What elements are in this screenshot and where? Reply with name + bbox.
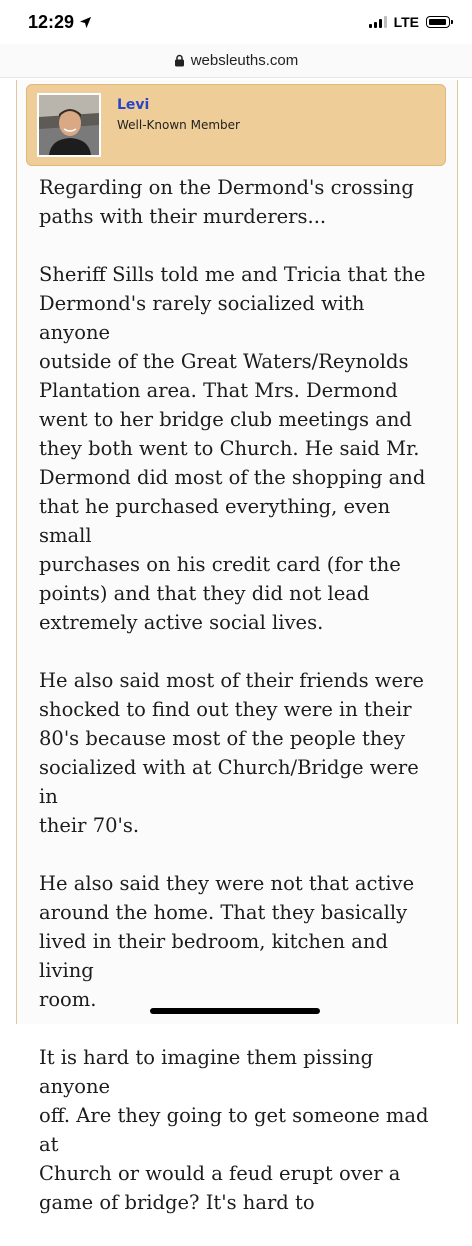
battery-icon (426, 16, 450, 28)
post-paragraph: Regarding on the Dermond's crossing paths with their murderers... (39, 176, 414, 228)
user-avatar[interactable] (37, 93, 101, 157)
home-indicator[interactable] (150, 1008, 320, 1014)
post-author-header (26, 84, 446, 166)
status-time-group (28, 12, 92, 33)
url-text[interactable]: websleuths.com (190, 52, 299, 69)
status-time: 12:29 (28, 11, 75, 32)
author-name-link[interactable]: Levi (117, 97, 150, 113)
post-paragraph: He also said most of their friends were shocked to find out they were in their 80's because most of the people they socialized with at Church/Bridge were in their 70's. (39, 669, 424, 837)
network-type: LTE (393, 14, 419, 30)
user-photo-avatar (39, 95, 99, 155)
post-body (39, 173, 441, 1246)
location-arrow-icon (79, 16, 92, 29)
address-bar[interactable] (0, 44, 472, 78)
author-rank: Well-Known Member (117, 118, 240, 132)
post-paragraph: He also said they were not that active around the home. That they basically lived in their bedroom, kitchen and living room. (39, 872, 415, 1011)
signal-bars-icon (369, 16, 387, 28)
status-icons (369, 14, 450, 30)
lock-icon (174, 54, 185, 67)
post-paragraph: Sheriff Sills told me and Tricia that the Dermond's rarely socialized with anyone outside of the Great Waters/Reynolds Plantation area. That Mrs. Dermond went to her bridge club meetings and they both went to Church. He said Mr. Dermond did most of the shopping and that he purchased everything, even small purchases on his credit card (for the points) and that they did not lead extremely active social lives. (39, 263, 426, 634)
post-paragraph: It is hard to imagine them pissing anyone off. Are they going to get someone mad at Church or would a feud erupt over a game of bridge? It's hard to (39, 1046, 429, 1214)
status-bar (0, 0, 472, 44)
